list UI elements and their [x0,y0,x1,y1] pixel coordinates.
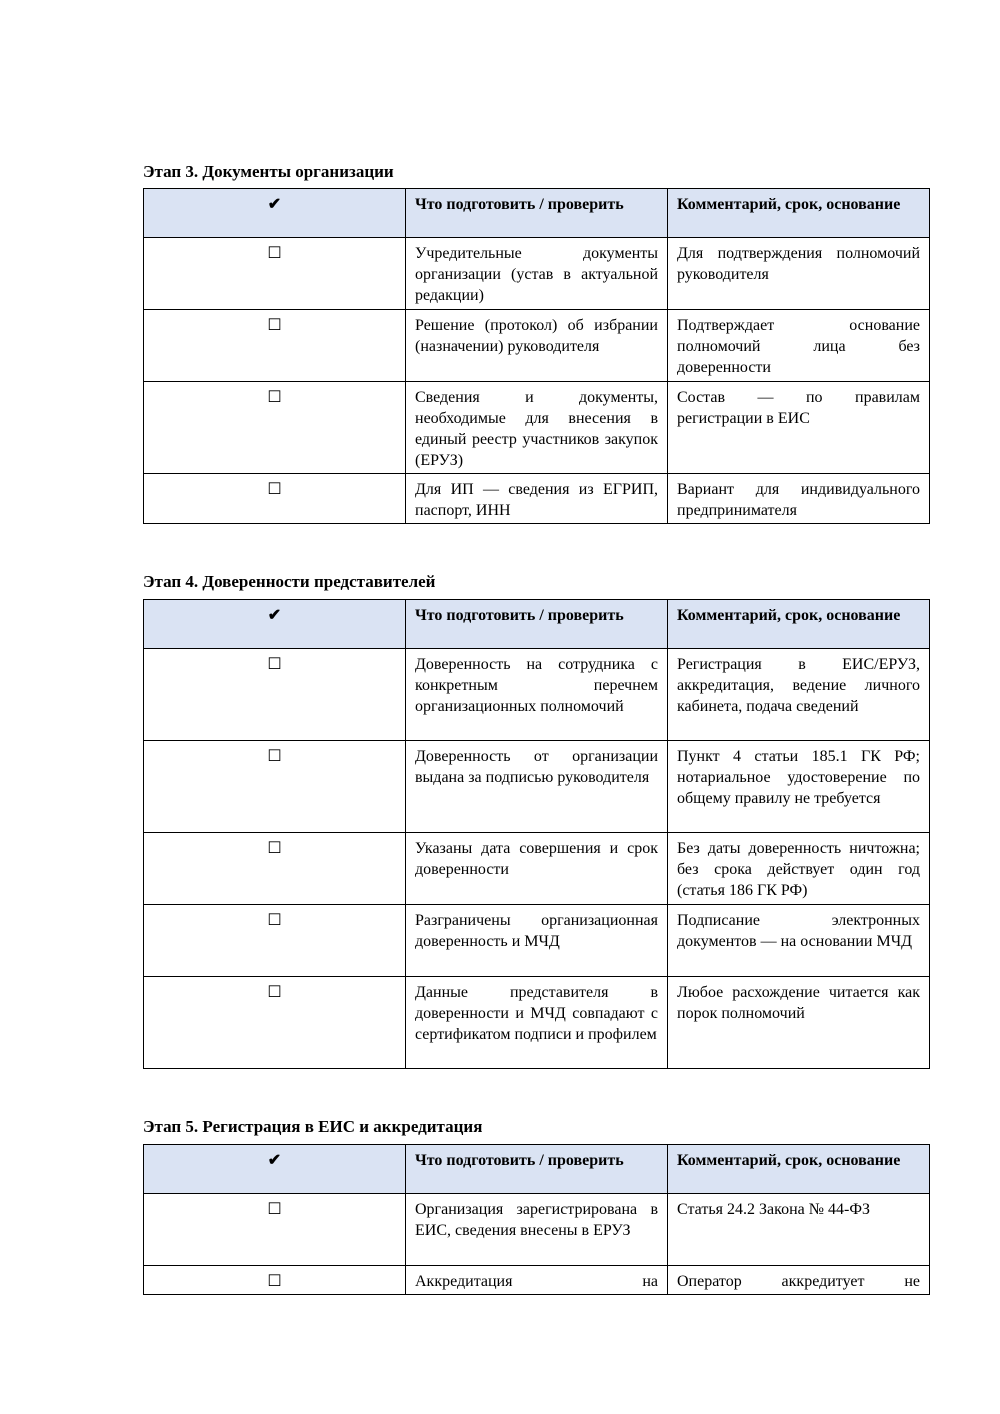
table-row [144,238,930,310]
what-column-header: Что подготовить / проверить [406,189,668,238]
what-cell: Организация зарегистрирована в ЕИС, сведения внесены в ЕРУЗ [406,1194,668,1266]
table-row [144,905,930,977]
comment-cell-text: Оператор аккредитует не [677,1273,920,1290]
check-column-header: ✔ [144,189,406,238]
checkbox[interactable]: ☐ [144,310,406,382]
what-cell: Для ИП — сведения из ЕГРИП, паспорт, ИНН [406,474,668,524]
what-cell: Доверенность на сотрудника с конкретным перечнем организационных полномочий [406,649,668,741]
table-row [144,474,930,524]
comment-cell: Вариант для индивидуального предпринимателя [668,474,930,524]
comment-cell [668,1266,930,1295]
check-column-header: ✔ [144,600,406,649]
what-cell: Сведения и документы, необходимые для внесения в единый реестр участников закупок (ЕРУЗ) [406,382,668,474]
what-cell: Указаны дата совершения и срок доверенности [406,833,668,905]
comment-column-header: Комментарий, срок, основание [668,189,930,238]
stage-4-title: Этап 4. Доверенности представителей [143,572,436,591]
checkbox[interactable]: ☐ [144,977,406,1069]
stage-4-table [143,599,930,1069]
comment-cell: Подтверждает основание полномочий лица без доверенности [668,310,930,382]
what-cell: Доверенность от организации выдана за подписью руководителя [406,741,668,833]
table-header-row [144,1145,930,1194]
stage-3-table [143,188,930,524]
table-row [144,1266,930,1295]
comment-cell: Регистрация в ЕИС/ЕРУЗ, аккредитация, ведение личного кабинета, подача сведений [668,649,930,741]
what-cell: Разграничены организационная доверенность и МЧД [406,905,668,977]
table-header-row [144,189,930,238]
table-row [144,649,930,741]
checkbox[interactable]: ☐ [144,1266,406,1295]
table-row [144,741,930,833]
comment-cell: Подписание электронных документов — на основании МЧД [668,905,930,977]
what-column-header: Что подготовить / проверить [406,600,668,649]
what-column-header: Что подготовить / проверить [406,1145,668,1194]
what-cell: Учредительные документы организации (устав в актуальной редакции) [406,238,668,310]
checkbox[interactable]: ☐ [144,649,406,741]
checkbox[interactable]: ☐ [144,474,406,524]
table-header-row [144,600,930,649]
comment-column-header: Комментарий, срок, основание [668,1145,930,1194]
check-column-header: ✔ [144,1145,406,1194]
what-cell: Данные представителя в доверенности и МЧД совпадают с сертификатом подписи и профилем [406,977,668,1069]
comment-cell: Статья 24.2 Закона № 44-ФЗ [668,1194,930,1266]
stage-5-table [143,1144,930,1295]
comment-cell: Состав — по правилам регистрации в ЕИС [668,382,930,474]
table-row [144,310,930,382]
comment-cell: Без даты доверенность ничтожна; без срока действует один год (статья 186 ГК РФ) [668,833,930,905]
comment-column-header: Комментарий, срок, основание [668,600,930,649]
what-cell: Решение (протокол) об избрании (назначении) руководителя [406,310,668,382]
comment-cell: Пункт 4 статьи 185.1 ГК РФ; нотариальное удостоверение по общему правилу не требуется [668,741,930,833]
checkbox[interactable]: ☐ [144,741,406,833]
what-cell-text: Аккредитация на [415,1273,658,1290]
comment-cell: Для подтверждения полномочий руководителя [668,238,930,310]
what-cell [406,1266,668,1295]
checkbox[interactable]: ☐ [144,833,406,905]
stage-5-title: Этап 5. Регистрация в ЕИС и аккредитация [143,1117,483,1136]
table-row [144,833,930,905]
checkbox[interactable]: ☐ [144,238,406,310]
checkbox[interactable]: ☐ [144,1194,406,1266]
table-row [144,977,930,1069]
stage-3-title: Этап 3. Документы организации [143,162,394,181]
table-row [144,1194,930,1266]
checkbox[interactable]: ☐ [144,382,406,474]
comment-cell: Любое расхождение читается как порок полномочий [668,977,930,1069]
table-row [144,382,930,474]
checkbox[interactable]: ☐ [144,905,406,977]
